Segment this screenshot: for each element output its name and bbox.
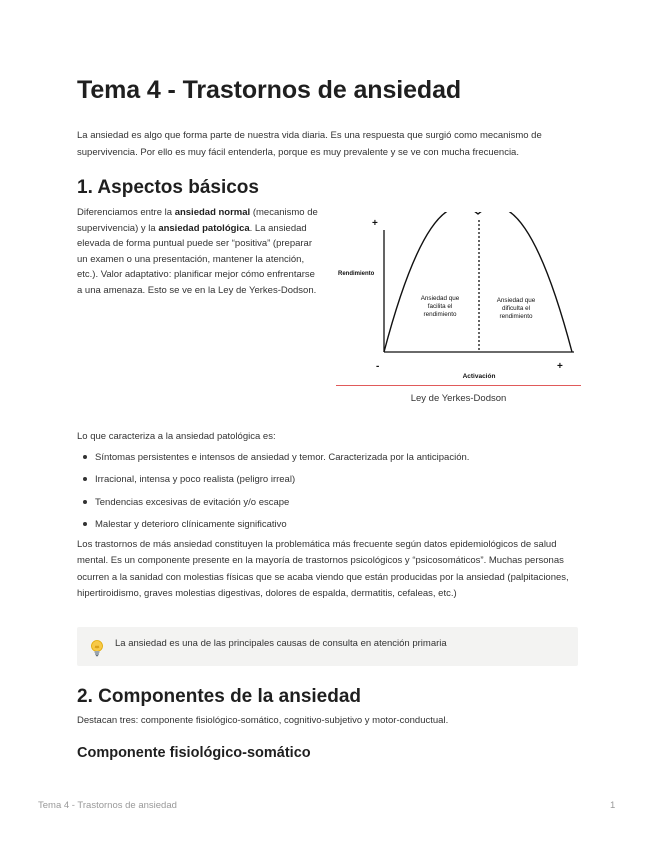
footer-page-number: 1 [610, 800, 616, 811]
y-axis-label: Rendimiento [338, 271, 375, 277]
intro-paragraph: La ansiedad es algo que forma parte de nuestra vida diaria. Es una respuesta que surgió como mecanismo de supervivencia. Por ello es muy fácil entenderla, porque es muy prevalente y se ve con mucha frecuencia. [77, 130, 542, 158]
callout-box [77, 627, 578, 666]
right-region-line-1: Ansiedad que [496, 297, 536, 304]
list-item: Irracional, intensa y poco realista (peligro irreal) [77, 472, 582, 494]
aspects-text-3: . La ansiedad elevada de forma puntual puede ser “positiva” (preparar un examen o una presentación, mantener la atención, etc.). Valor adaptativo: planificar mejor cómo enfrentarse a una amenaza. Esto se ve en la Ley de Yerkes-Dodson. [77, 222, 317, 296]
figure-caption-divider [336, 385, 581, 386]
prevalence-paragraph: Los trastornos de más ansiedad constituyen la problemática más frecuente según datos epidemiológicos de salud mental. Es un componente presente en la mayoría de trastornos psicológicos y “psicosomáticos”. Muchas personas ocurren a la sanidad con molestias físicas que se acaba viendo que están producidas por la ansiedad (palpitaciones, hipertiroidismo, graves molestias digestivas, dolores de espalda, dermatitis, cefaleas, etc.) [77, 539, 569, 599]
right-region-line-2: dificulta el [501, 305, 531, 312]
left-region-line-1: Ansiedad que [420, 295, 460, 302]
pathological-list [77, 450, 582, 539]
footer-title: Tema 4 - Trastornos de ansiedad [38, 800, 177, 811]
x-minus-label: - [376, 361, 380, 372]
callout-text: La ansiedad es una de las principales causas de consulta en atención primaria [115, 638, 447, 649]
yerkes-dodson-curve [336, 212, 581, 387]
subheading-fisiologico: Componente fisiológico-somático [77, 745, 311, 761]
left-region-line-3: rendimiento [423, 311, 457, 318]
aspects-bold-patologica: ansiedad patológica [158, 222, 250, 234]
right-region-line-3: rendimiento [499, 313, 533, 320]
x-plus-label: + [557, 361, 563, 372]
components-intro: Destacan tres: componente fisiológico-somático, cognitivo-subjetivo y motor-conductual. [77, 715, 449, 726]
aspects-text-2: (mecanismo de supervivencia) y la [77, 207, 318, 234]
left-region-line-2: facilita el [427, 303, 453, 310]
yerkes-dodson-figure [336, 212, 581, 412]
list-item: Tendencias excesivas de evitación y/o escape [77, 495, 582, 517]
performance-curve [384, 212, 572, 352]
page-title: Tema 4 - Trastornos de ansiedad [77, 76, 462, 104]
lightbulb-icon [89, 639, 105, 657]
aspects-bold-normal: ansiedad normal [174, 207, 251, 218]
list-item: Síntomas persistentes e intensos de ansiedad y temor. Caracterizada por la anticipación. [77, 450, 582, 472]
x-axis-label: Activación [462, 373, 496, 380]
section-heading-aspectos: 1. Aspectos básicos [77, 177, 259, 198]
aspects-text-1: Diferenciamos entre la [77, 207, 175, 218]
figure-caption: Ley de Yerkes-Dodson [410, 393, 507, 404]
aspects-paragraph [77, 205, 321, 299]
pathological-lead: Lo que caracteriza a la ansiedad patológica es: [77, 431, 276, 442]
y-plus-label: + [372, 218, 378, 229]
list-item: Malestar y deterioro clínicamente significativo [77, 517, 582, 539]
section-heading-componentes: 2. Componentes de la ansiedad [77, 686, 362, 707]
